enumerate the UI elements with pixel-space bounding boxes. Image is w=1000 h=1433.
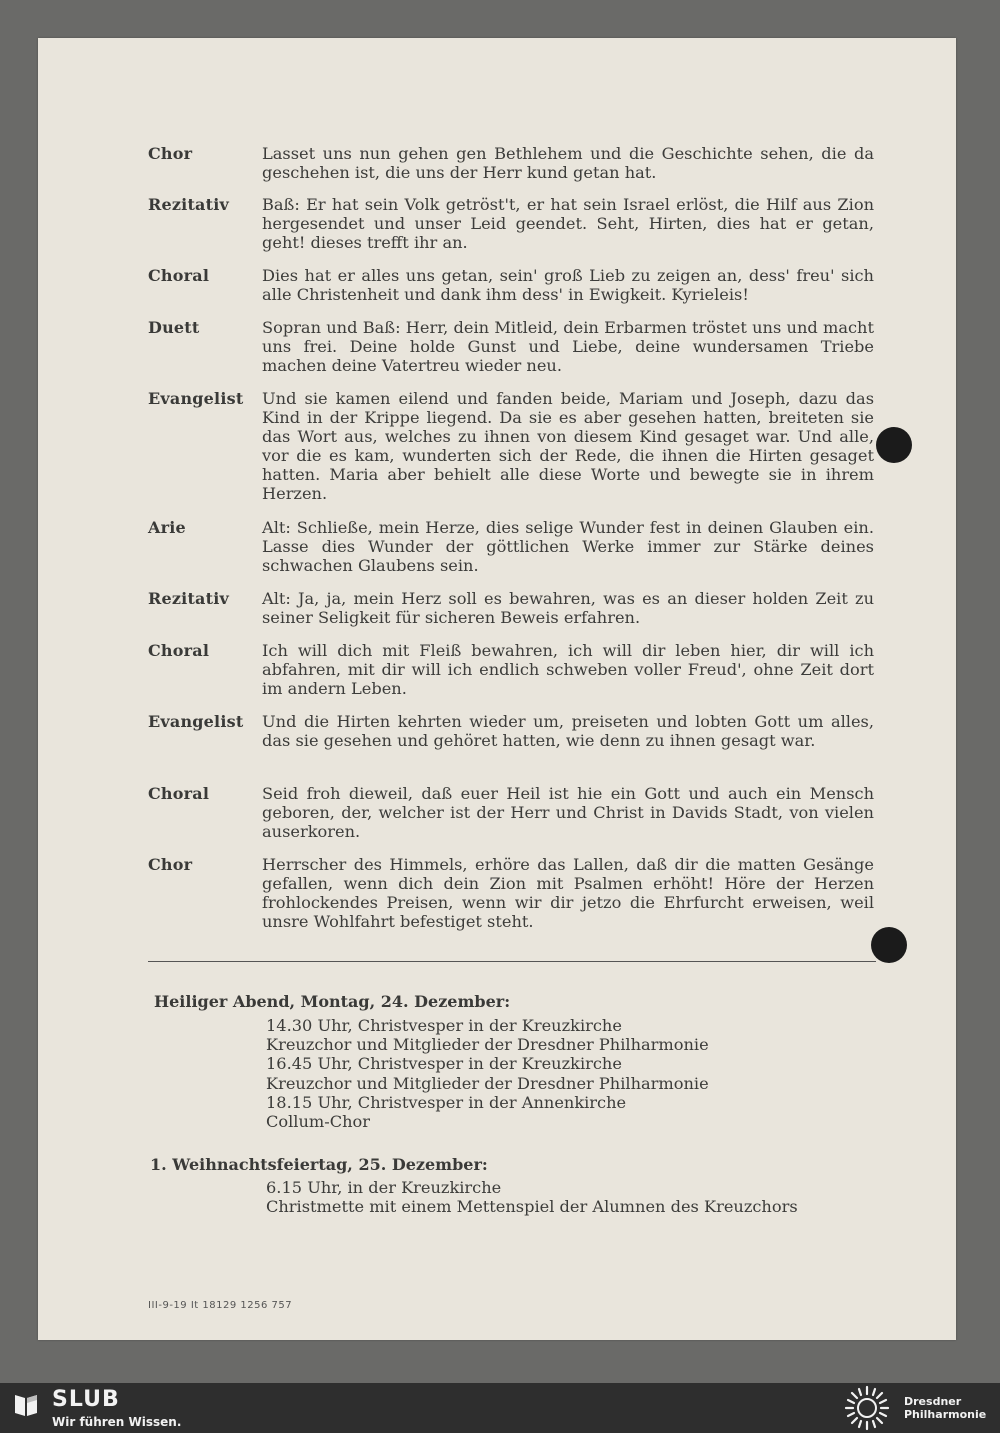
partner-name <box>904 1395 986 1421</box>
slub-book-icon <box>12 1391 40 1419</box>
libretto-text: Herrscher des Himmels, erhöre das Lallen, daß dir die matten Gesänge gefallen, wenn dich dein Zion mit Psalmen erhöht! Höre der Herzen frohlockendes Preisen, wenn wir dir jetzo die Ehrfurcht erweisen, weil unsre Wohlfahrt befestiget steht. <box>262 855 874 931</box>
libretto-text: Alt: Schließe, mein Herze, dies selige Wunder fest in deinen Glauben ein. Lasse dies Wunder der göttlichen Werke immer zur Stärke deines schwachen Glaubens sein. <box>262 518 874 575</box>
philharmonie-sun-icon <box>842 1385 892 1431</box>
role-label: Chor <box>148 855 193 874</box>
schedule-line: 18.15 Uhr, Christvesper in der Annenkirche <box>266 1092 627 1112</box>
schedule-heading-christmas-eve: Heiliger Abend, Montag, 24. Dezember: <box>154 992 511 1011</box>
schedule-list-christmas-day <box>266 1178 798 1216</box>
schedule-line: Collum-Chor <box>266 1112 371 1132</box>
schedule-line: Kreuzchor und Mitglieder der Dresdner Philharmonie <box>266 1073 709 1093</box>
slub-tagline: Wir führen Wissen. <box>52 1415 182 1429</box>
libretto-text: Dies hat er alles uns getan, sein' groß Lieb zu zeigen an, dess' freu' sich alle Christenheit und dank ihm dess' in Ewigkeit. Kyrieleis! <box>262 266 874 304</box>
schedule-line: 6.15 Uhr, in der Kreuzkirche <box>266 1178 502 1197</box>
punch-hole-top <box>876 427 912 463</box>
libretto-text: Baß: Er hat sein Volk getröst't, er hat sein Israel erlöst, die Hilf aus Zion hergesendet und unser Leid geendet. Seht, Hirten, dies hat er getan, geht! dieses trefft ihr an. <box>262 195 874 252</box>
partner-name-line2: Philharmonie <box>904 1408 987 1421</box>
schedule-line: 16.45 Uhr, Christvesper in der Kreuzkirche <box>266 1054 622 1074</box>
role-label: Evangelist <box>148 712 244 731</box>
role-label: Rezitativ <box>148 195 229 214</box>
libretto-text: Seid froh dieweil, daß euer Heil ist hie ein Gott und auch ein Mensch geboren, der, welcher ist der Herr und Christ in Davids Stadt, von vielen auserkoren. <box>262 784 874 841</box>
footer-bar <box>0 1383 1000 1433</box>
libretto-text: Und die Hirten kehrten wieder um, preiseten und lobten Gott um alles, das sie gesehen und gehöret hatten, wie denn zu ihnen gesagt war. <box>262 712 874 750</box>
partner-name-line1: Dresdner <box>904 1395 962 1408</box>
role-label: Duett <box>148 318 200 337</box>
schedule-heading-christmas-day: 1. Weihnachtsfeiertag, 25. Dezember: <box>150 1155 488 1174</box>
print-code: III-9-19 It 18129 1256 757 <box>148 1300 293 1311</box>
role-label: Rezitativ <box>148 589 229 608</box>
schedule-line: Christmette mit einem Mettenspiel der Alumnen des Kreuzchors <box>266 1197 798 1217</box>
role-label: Chor <box>148 144 193 163</box>
punch-hole-bottom <box>871 927 907 963</box>
role-label: Arie <box>148 518 186 537</box>
role-label: Choral <box>148 266 210 285</box>
libretto-text: Lasset uns nun gehen gen Bethlehem und die Geschichte sehen, die da geschehen ist, die uns der Herr kund getan hat. <box>262 144 874 182</box>
document-page <box>38 38 956 1340</box>
role-label: Choral <box>148 641 210 660</box>
libretto-text: Ich will dich mit Fleiß bewahren, ich will dir leben hier, dir will ich abfahren, mit dir will ich endlich schweben voller Freud', ohne Zeit dort im andern Leben. <box>262 641 874 698</box>
role-label: Choral <box>148 784 210 803</box>
section-divider <box>148 961 876 962</box>
role-label: Evangelist <box>148 389 244 408</box>
libretto-text: Und sie kamen eilend und fanden beide, Mariam und Joseph, dazu das Kind in der Krippe liegend. Da sie es aber gesehen hatten, breiteten sie das Wort aus, welches zu ihnen von diesem Kind gesaget war. Und alle, vor die es kam, wunderten sich der Rede, die ihnen die Hirten gesaget hatten. Maria aber behielt alle diese Worte und bewegte sie in ihrem Herzen. <box>262 389 874 503</box>
schedule-list-christmas-eve <box>266 1016 709 1131</box>
libretto-text: Alt: Ja, ja, mein Herz soll es bewahren, was es an dieser holden Zeit zu seiner Seligkeit für sicheren Beweis erfahren. <box>262 589 874 627</box>
libretto-text: Sopran und Baß: Herr, dein Mitleid, dein Erbarmen tröstet uns und macht uns frei. Deine holde Gunst und Liebe, deine wundersamen Triebe machen deine Vatertreu wieder neu. <box>262 318 874 375</box>
schedule-line: 14.30 Uhr, Christvesper in der Kreuzkirche <box>266 1016 622 1035</box>
schedule-line: Kreuzchor und Mitglieder der Dresdner Philharmonie <box>266 1035 709 1055</box>
slub-title: SLUB <box>52 1387 120 1412</box>
